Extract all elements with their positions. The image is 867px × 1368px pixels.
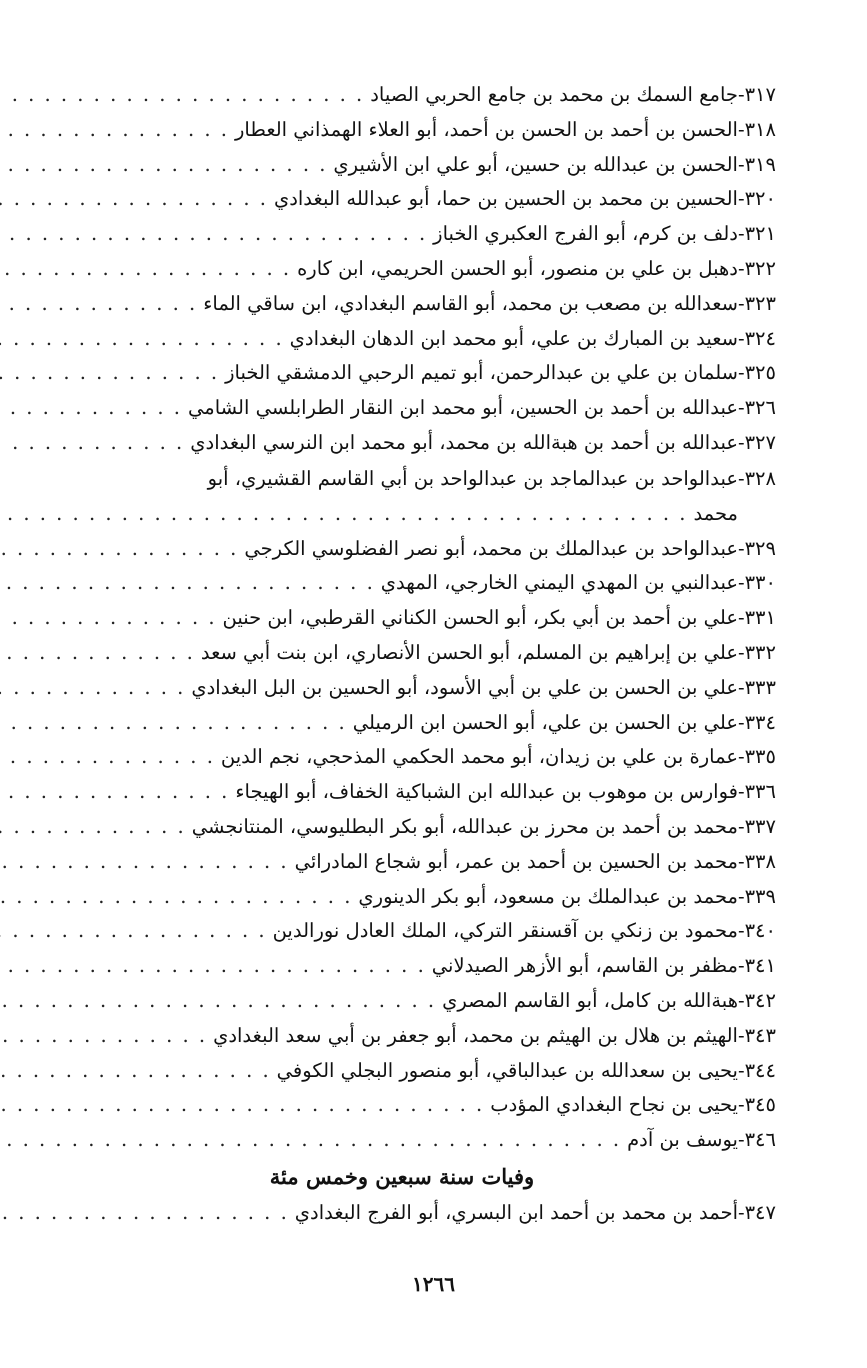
toc-entry	[28, 426, 776, 461]
entry-title: سلمان بن علي بن عبدالرحمن، أبو تميم الرحبي الدمشقي الخباز	[225, 361, 738, 385]
toc-entry	[28, 532, 776, 567]
entry-number: ٣٣٧-	[737, 814, 776, 838]
toc-entry	[28, 1019, 776, 1054]
entry-title: يحيى بن سعدالله بن عبدالباقي، أبو منصور البجلي الكوفي	[276, 1058, 738, 1082]
toc-entry	[28, 356, 776, 391]
dot-leader	[0, 1054, 271, 1089]
dot-leader	[0, 217, 427, 252]
toc-entry	[28, 914, 776, 949]
dot-leader	[0, 845, 289, 880]
toc-entry	[28, 1088, 776, 1123]
toc-entry	[28, 78, 776, 113]
entry-title: محمد بن الحسين بن أحمد بن عمر، أبو شجاع المادرائي	[294, 849, 738, 873]
toc-entry	[28, 287, 776, 322]
entry-title: علي بن الحسن بن علي بن أبي الأسود، أبو الحسين بن البل البغدادي	[191, 675, 738, 699]
entry-title: علي بن أحمد بن أبي بكر، أبو الحسن الكناني القرطبي، ابن حنين	[222, 606, 738, 630]
toc-entry	[28, 984, 776, 1019]
dot-leader	[0, 984, 436, 1019]
entry-title: محمد بن أحمد بن محرز بن عبدالله، أبو بكر البطليوسي، المنتانجشي	[191, 814, 738, 838]
dot-leader	[0, 1196, 289, 1231]
toc-entry-continuation	[28, 497, 776, 532]
entry-number: ٣٤٠-	[737, 919, 776, 943]
entry-title: عمارة بن علي بن زيدان، أبو محمد الحكمي المذحجي، نجم الدين	[220, 745, 738, 769]
dot-leader	[0, 810, 186, 845]
entry-title: الهيثم بن هلال بن الهيثم بن محمد، أبو جعفر بن أبي سعد البغدادي	[213, 1023, 738, 1047]
entry-title: سعدالله بن مصعب بن محمد، أبو القاسم البغدادي، ابن ساقي الماء	[203, 291, 738, 315]
dot-leader	[0, 566, 375, 601]
toc-entry	[28, 391, 776, 426]
entry-title: محمد بن عبدالملك بن مسعود، أبو بكر الدينوري	[358, 884, 738, 908]
entry-title: دهبل بن علي بن منصور، أبو الحسن الحريمي، ابن كاره	[297, 256, 738, 280]
entry-number: ٣٢٩-	[737, 536, 776, 560]
entry-number: ٣١٩-	[737, 152, 776, 176]
entry-number: ٣٣٤-	[737, 710, 776, 734]
toc-entry	[28, 461, 776, 497]
dot-leader	[0, 148, 327, 183]
entry-number: ٣٤٤-	[737, 1058, 776, 1082]
entry-number: ٣٣٩-	[737, 884, 776, 908]
dot-leader	[0, 949, 426, 984]
dot-leader	[0, 1019, 207, 1054]
entry-number: ٣١٨-	[737, 117, 776, 141]
entry-title: عبدالواحد بن عبدالملك بن محمد، أبو نصر الفضلوسي الكرجي	[244, 536, 738, 560]
entry-number: ٣٤٥-	[737, 1093, 776, 1117]
entry-number: ٣٤١-	[737, 954, 776, 978]
dot-leader	[0, 671, 185, 706]
table-of-contents	[28, 78, 776, 1231]
dot-leader	[0, 287, 197, 322]
toc-entry	[28, 601, 776, 636]
entry-number: ٣٢٢-	[737, 256, 776, 280]
entry-number: ٣٢١-	[737, 222, 776, 246]
entry-title: محمود بن زنكي بن آقسنقر التركي، الملك العادل نورالدين	[272, 919, 738, 943]
entry-title: جامع السمك بن محمد بن جامع الحربي الصياد	[370, 83, 738, 106]
entry-number: ٣٢٧-	[737, 430, 776, 454]
dot-leader	[0, 426, 184, 461]
entry-number: ٣٣٦-	[737, 780, 776, 804]
entry-number: ٣٢٥-	[737, 361, 776, 385]
entry-title: علي بن الحسن بن علي، أبو الحسن ابن الرميلي	[352, 710, 738, 734]
toc-entry	[28, 706, 776, 741]
dot-leader	[0, 391, 182, 426]
dot-leader	[0, 113, 229, 148]
entry-number: ٣٤٢-	[737, 988, 776, 1012]
entry-number: ٣٣٣-	[737, 675, 776, 699]
entries-list	[28, 78, 776, 1158]
toc-entry	[28, 845, 776, 880]
entry-title: فوارس بن موهوب بن عبدالله ابن الشباكية الخفاف، أبو الهيجاء	[235, 780, 738, 804]
toc-entry	[28, 1054, 776, 1089]
entry-title: الحسن بن عبدالله بن حسين، أبو علي ابن الأشيري	[333, 152, 738, 176]
section-entries-list	[28, 1196, 776, 1231]
entry-title: سعيد بن المبارك بن علي، أبو محمد ابن الدهان البغدادي	[289, 326, 738, 350]
entry-number: ٣٢٤-	[737, 326, 776, 350]
entry-number: ٣٤٣-	[737, 1023, 776, 1047]
toc-entry	[28, 1196, 776, 1231]
toc-entry	[28, 671, 776, 706]
dot-leader	[0, 706, 347, 741]
toc-entry	[28, 810, 776, 845]
dot-leader	[0, 740, 215, 775]
entry-number: ٣٣٠-	[737, 571, 776, 595]
toc-entry	[28, 113, 776, 148]
toc-entry	[28, 775, 776, 810]
dot-leader	[0, 775, 229, 810]
entry-number: ٣٣١-	[737, 606, 776, 630]
toc-entry	[28, 1123, 776, 1158]
entry-number: ٣١٧-	[737, 83, 776, 106]
dot-leader	[0, 252, 291, 287]
entry-title: دلف بن كرم، أبو الفرج العكبري الخباز	[433, 222, 738, 246]
entry-number: ٣٣٥-	[737, 745, 776, 769]
page-number: ١٢٦٦	[412, 1272, 455, 1296]
toc-entry	[28, 217, 776, 252]
entry-title: أحمد بن محمد بن أحمد ابن البسري، أبو الفرج البغدادي	[294, 1200, 738, 1224]
dot-leader	[0, 532, 238, 567]
dot-leader	[0, 636, 195, 671]
entry-number: ٣٢٣-	[737, 291, 776, 315]
toc-entry	[28, 949, 776, 984]
toc-entry	[28, 636, 776, 671]
toc-entry	[28, 566, 776, 601]
dot-leader	[0, 1123, 621, 1158]
toc-entry	[28, 182, 776, 217]
entry-title: عبدالنبي بن المهدي اليمني الخارجي، المهدي	[380, 571, 738, 595]
dot-leader	[0, 356, 219, 391]
toc-entry	[28, 322, 776, 357]
toc-entry	[28, 148, 776, 183]
dot-leader	[0, 78, 364, 113]
entry-title: عبدالله بن أحمد بن الحسين، أبو محمد ابن النقار الطرابلسي الشامي	[188, 396, 738, 420]
toc-entry	[28, 880, 776, 915]
dot-leader	[0, 1088, 484, 1123]
dot-leader	[0, 914, 267, 949]
entry-number: ٣٢٠-	[737, 187, 776, 211]
entry-title: هبةالله بن كامل، أبو القاسم المصري	[442, 988, 738, 1012]
toc-entry	[28, 252, 776, 287]
entry-title-continuation: محمد	[693, 501, 738, 525]
entry-number: ٣٣٢-	[737, 640, 776, 664]
toc-entry	[28, 740, 776, 775]
dot-leader	[0, 182, 268, 217]
entry-title: علي بن إبراهيم بن المسلم، أبو الحسن الأنصاري، ابن بنت أبي سعد	[200, 640, 738, 664]
entry-title: يحيى بن نجاح البغدادي المؤدب	[490, 1093, 738, 1117]
section-heading: وفيات سنة سبعين وخمس مئة	[269, 1163, 535, 1189]
entry-number: ٣٤٧-	[737, 1200, 776, 1224]
entry-number: ٣٤٦-	[737, 1128, 776, 1152]
entry-title: الحسين بن محمد بن الحسين بن حما، أبو عبدالله البغدادي	[273, 187, 738, 211]
entry-title: عبدالله بن أحمد بن هبةالله بن محمد، أبو محمد ابن النرسي البغدادي	[190, 430, 738, 454]
entry-title: الحسن بن أحمد بن الحسن بن أحمد، أبو العلاء الهمذاني العطار	[234, 117, 738, 141]
entry-number: ٣٣٨-	[737, 849, 776, 873]
dot-leader	[0, 601, 217, 636]
entry-number: ٣٢٦-	[737, 396, 776, 420]
entry-title: عبدالواحد بن عبدالماجد بن عبدالواحد بن أبي القاسم القشيري، أبو	[207, 466, 738, 490]
entry-title: يوسف بن آدم	[627, 1128, 738, 1152]
dot-leader	[0, 322, 284, 357]
dot-leader	[0, 497, 687, 532]
dot-leader	[0, 880, 352, 915]
entry-title: مظفر بن القاسم، أبو الأزهر الصيدلاني	[431, 954, 738, 978]
entry-number: ٣٢٨-	[737, 466, 776, 490]
